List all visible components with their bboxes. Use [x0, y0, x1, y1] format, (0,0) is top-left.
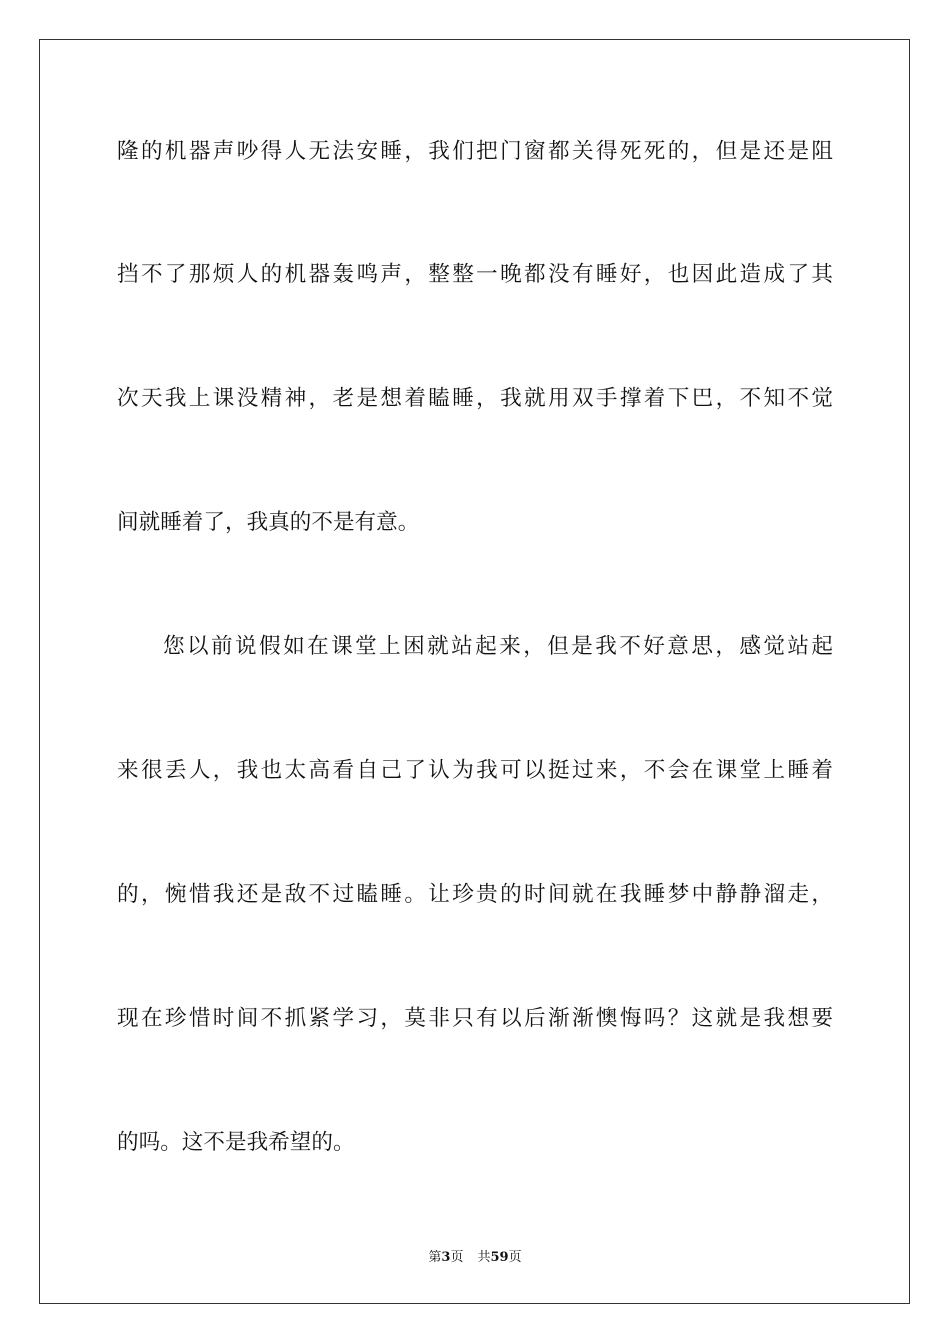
- total-suffix: 页: [508, 1250, 522, 1265]
- text-line: 来很丢人，我也太高看自己了认为我可以挺过来，不会在课堂上睡着: [117, 758, 833, 783]
- text-line: 隆的机器声吵得人无法安睡，我们把门窗都关得死死的，但是还是阻: [117, 139, 833, 164]
- page-suffix: 页: [450, 1250, 464, 1265]
- page-number: 3: [441, 1250, 451, 1265]
- text-line: 挡不了那烦人的机器轰鸣声，整整一晚都没有睡好，也因此造成了其: [117, 262, 833, 287]
- page-prefix: 第: [428, 1250, 442, 1265]
- paragraph-first-line: 您以前说假如在课堂上困就站起来，但是我不好意思，感觉站起: [163, 634, 833, 659]
- total-prefix: 共: [477, 1250, 491, 1265]
- text-line: 间就睡着了，我真的不是有意。: [117, 510, 420, 535]
- page-border: [39, 39, 910, 1304]
- text-line: 的吗。这不是我希望的。: [117, 1130, 355, 1155]
- total-pages: 59: [490, 1250, 509, 1265]
- text-line: 现在珍惜时间不抓紧学习，莫非只有以后渐渐懊悔吗？这就是我想要: [117, 1006, 833, 1031]
- text-line: 次天我上课没精神，老是想着瞌睡，我就用双手撑着下巴，不知不觉: [117, 386, 833, 411]
- text-line: 的，惋惜我还是敌不过瞌睡。让珍贵的时间就在我睡梦中静静溜走，: [117, 882, 833, 907]
- page-footer: [0, 1246, 950, 1265]
